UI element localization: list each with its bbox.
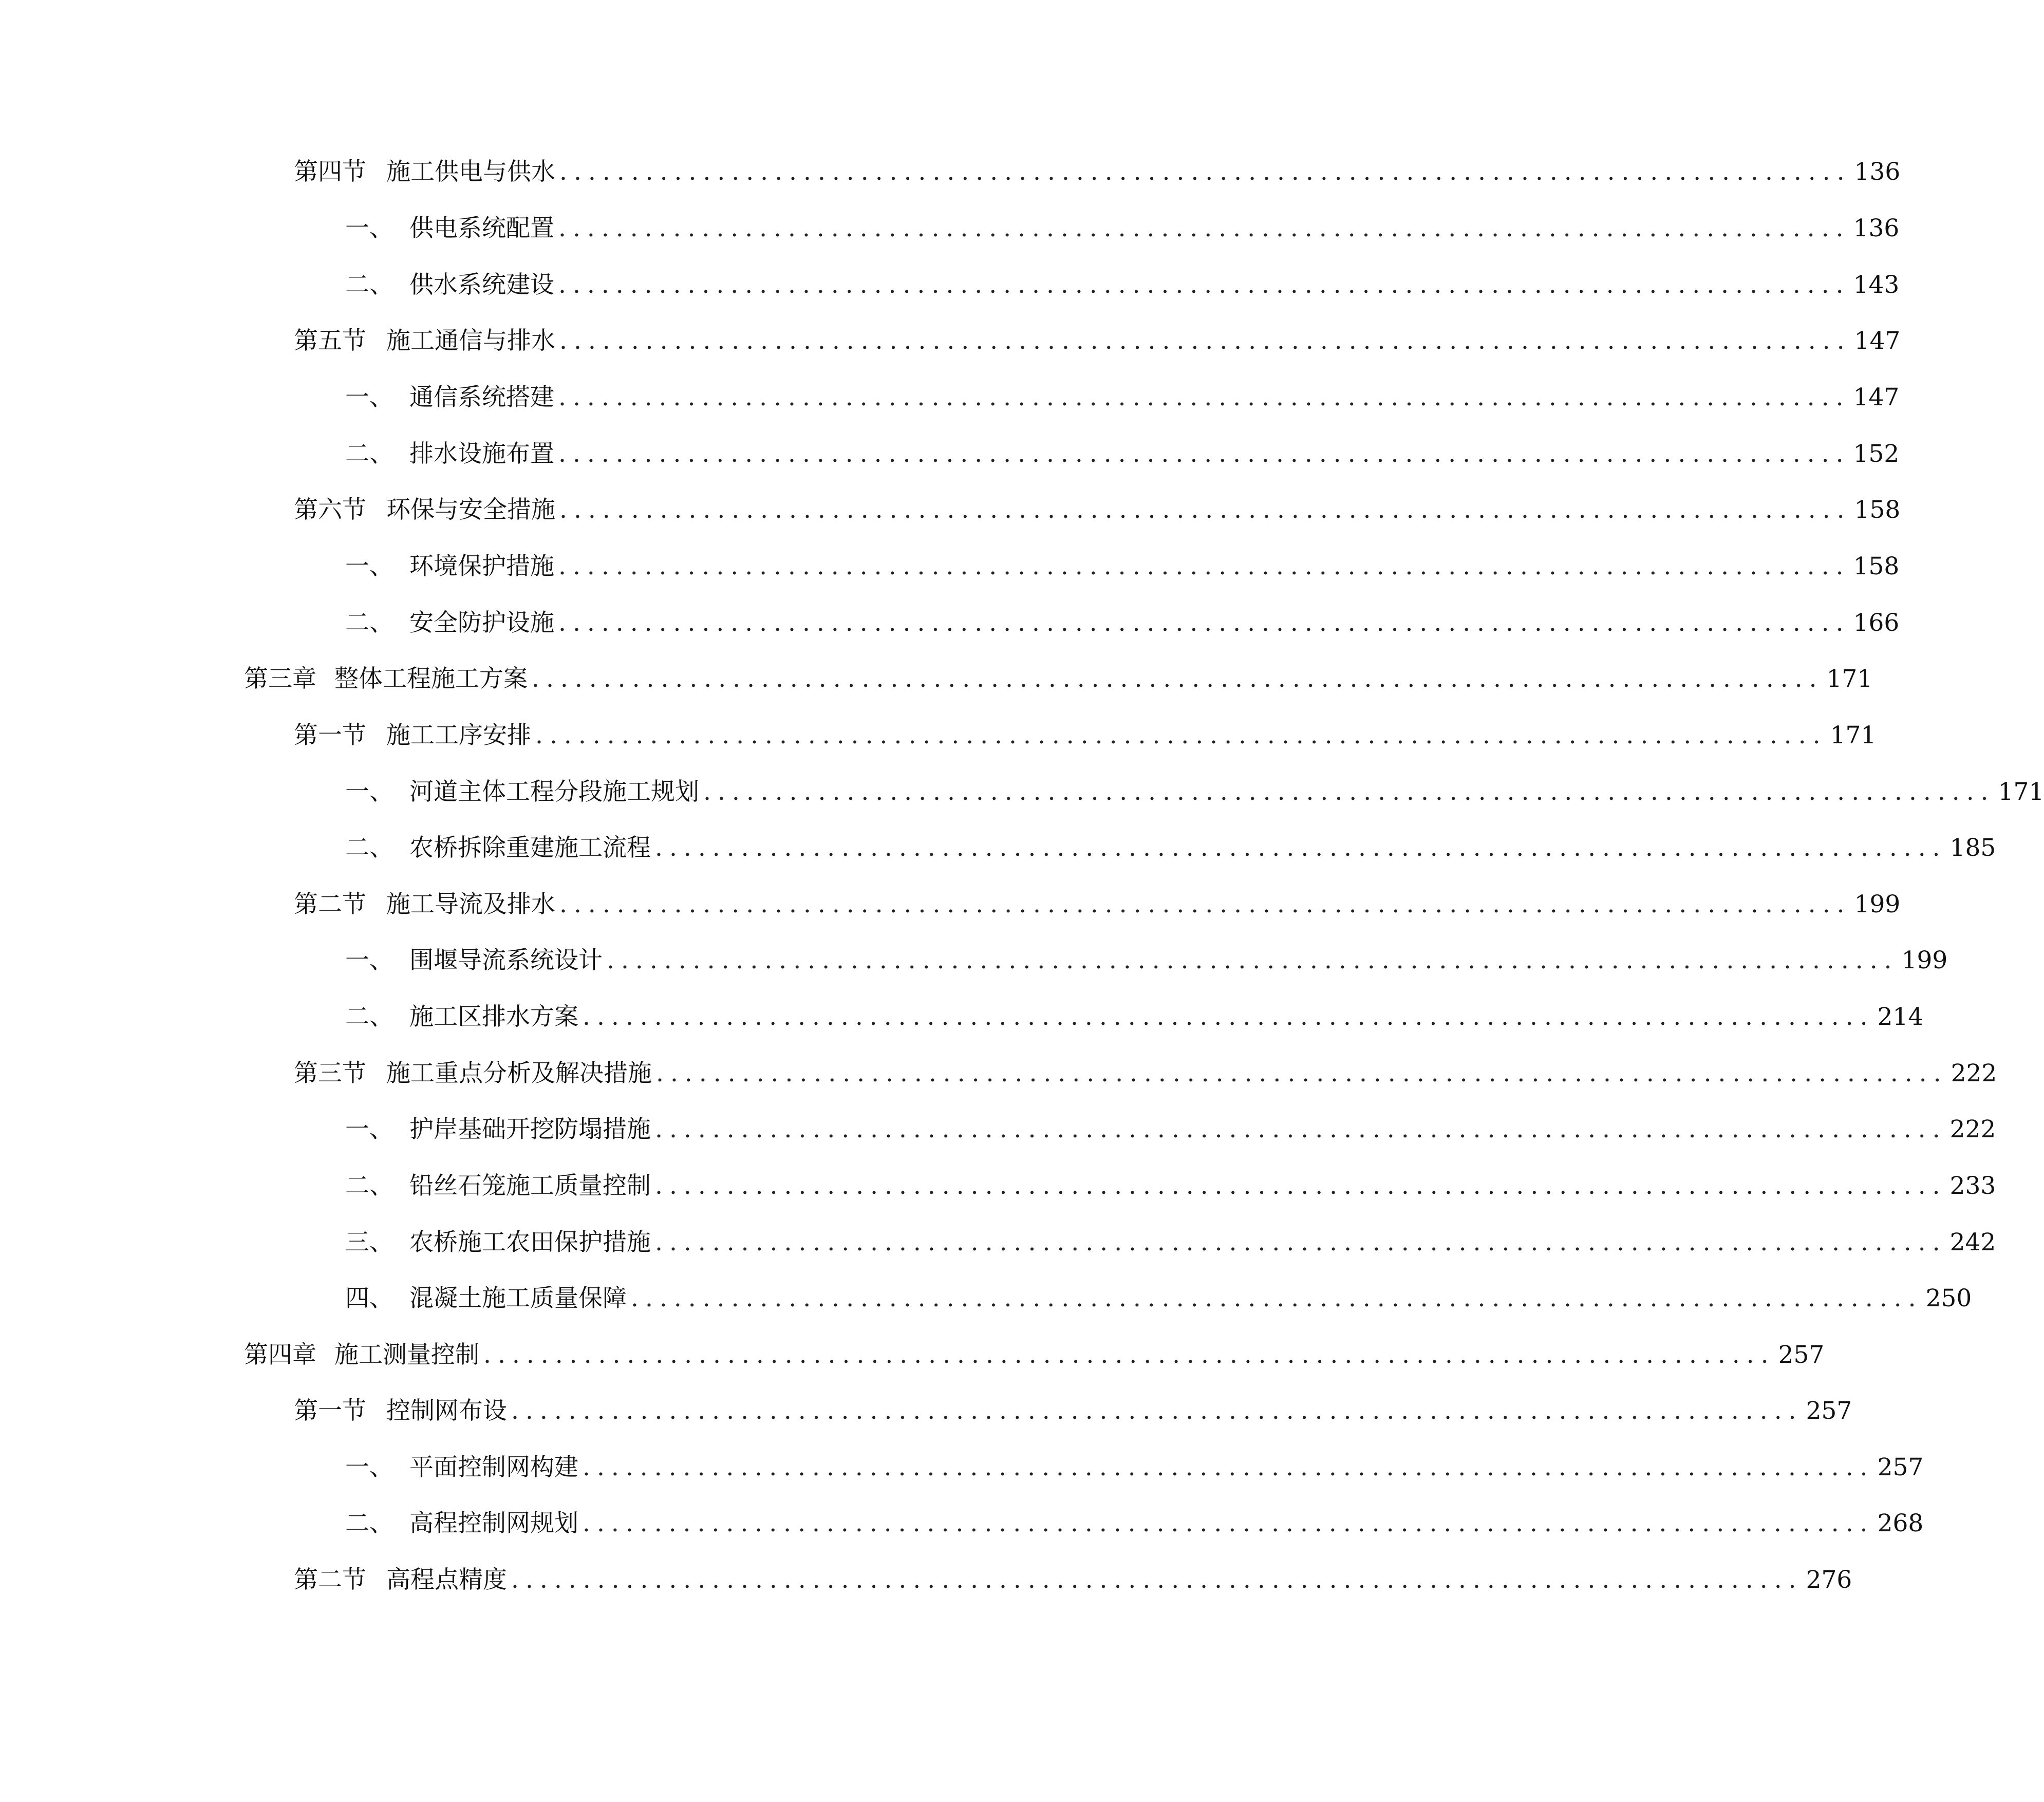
toc-dot-leader: .......................................................................................... [655,1172,1947,1200]
toc-page-number: 268 [1877,1509,1924,1537]
toc-dot-leader: .......................................................................................... [559,890,1851,918]
toc-entry-title: 供电系统配置 [409,214,554,242]
toc-entry-title: 通信系统搭建 [409,383,554,411]
toc-page-number: 171 [1826,665,1873,693]
toc-entry[interactable] [345,940,1948,981]
toc-dot-leader: .......................................................................................... [655,1228,1947,1256]
toc-dot-leader: .......................................................................................... [558,609,1850,637]
toc-entry-number: 二、 [345,440,393,468]
toc-dot-leader: .......................................................................................... [535,721,1827,749]
toc-entry-title: 河道主体工程分段施工规划 [409,778,699,806]
toc-entry-number: 四、 [345,1284,393,1312]
toc-dot-leader: .......................................................................................... [607,946,1899,974]
toc-page-number: 158 [1854,496,1901,524]
toc-dot-leader: .......................................................................................... [532,665,1824,693]
toc-entry-number: 第一节 [294,721,366,749]
toc-entry-number: 二、 [345,1003,393,1031]
toc-page-number: 257 [1778,1341,1825,1369]
toc-entry-title: 高程点精度 [386,1566,507,1594]
toc-entry-title: 护岸基础开挖防塌措施 [409,1115,651,1143]
toc-dot-leader: .......................................................................................... [703,778,1995,806]
toc-entry-title: 排水设施布置 [409,440,554,468]
toc-dot-leader: .......................................................................................... [558,214,1850,242]
toc-page-number: 199 [1854,890,1901,918]
toc-entry[interactable] [345,997,1924,1038]
toc-page-number: 136 [1853,214,1900,242]
toc-entry[interactable] [294,1391,1852,1432]
toc-dot-leader: .......................................................................................... [631,1284,1923,1312]
toc-entry[interactable] [345,772,2044,813]
toc-entry-title: 农桥施工农田保护措施 [409,1228,651,1256]
toc-entry[interactable] [345,1447,1924,1488]
toc-entry-number: 二、 [345,834,393,862]
toc-page-number: 242 [1949,1228,1996,1256]
toc-entry-title: 环保与安全措施 [386,496,555,524]
toc-entry[interactable] [345,1166,1996,1207]
toc-entry[interactable] [345,265,1900,306]
toc-dot-leader: .......................................................................................... [583,1453,1874,1481]
toc-entry[interactable] [244,659,1873,700]
toc-entry-number: 一、 [345,552,393,580]
toc-entry[interactable] [294,152,1901,193]
toc-dot-leader: .......................................................................................... [583,1003,1874,1031]
toc-page-number: 199 [1901,946,1948,974]
toc-entry-number: 二、 [345,1172,393,1200]
toc-entry[interactable] [345,828,1996,869]
toc-entry[interactable] [345,1278,1972,1319]
toc-dot-leader: .......................................................................................... [511,1397,1803,1425]
toc-page-number: 257 [1877,1453,1924,1481]
toc-entry-number: 一、 [345,214,393,242]
toc-dot-leader: .......................................................................................... [559,496,1851,524]
toc-entry[interactable] [345,208,1900,249]
toc-entry-number: 二、 [345,609,393,637]
toc-entry-number: 一、 [345,946,393,974]
toc-entry-number: 第四章 [244,1341,316,1369]
toc-page-number: 250 [1925,1284,1972,1312]
toc-page-number: 143 [1853,271,1900,299]
toc-entry-title: 围堰导流系统设计 [409,946,603,974]
toc-entry[interactable] [294,715,1877,756]
toc-page-number: 233 [1949,1172,1996,1200]
toc-dot-leader: .......................................................................................... [583,1509,1874,1537]
toc-entry-title: 铅丝石笼施工质量控制 [409,1172,651,1200]
toc-page-number: 171 [1998,778,2044,806]
toc-page-number: 171 [1830,721,1877,749]
toc-page-number: 136 [1854,158,1901,186]
toc-page-number: 147 [1854,327,1901,355]
toc-entry-title: 环境保护措施 [409,552,554,580]
toc-entry[interactable] [345,1222,1996,1263]
toc-entry-title: 施工重点分析及解决措施 [386,1059,652,1087]
toc-dot-leader: .......................................................................................... [559,327,1851,355]
toc-entry[interactable] [244,1335,1825,1376]
toc-entry[interactable] [345,1503,1924,1544]
toc-dot-leader: .......................................................................................... [656,1059,1948,1087]
toc-entry-number: 一、 [345,778,393,806]
toc-entry[interactable] [294,884,1901,925]
toc-entry-number: 第二节 [294,890,366,918]
toc-page-number: 185 [1949,834,1996,862]
toc-page-number: 257 [1806,1397,1852,1425]
toc-entry-number: 一、 [345,383,393,411]
toc-entry-number: 二、 [345,271,393,299]
toc-entry[interactable] [345,1109,1996,1150]
toc-entry-number: 第一节 [294,1397,366,1425]
toc-entry-title: 施工测量控制 [334,1341,479,1369]
toc-entry-number: 二、 [345,1509,393,1537]
toc-dot-leader: .......................................................................................... [558,552,1850,580]
toc-entry[interactable] [294,1053,1997,1094]
toc-entry-title: 混凝土施工质量保障 [409,1284,627,1312]
toc-dot-leader: .......................................................................................... [559,158,1851,186]
toc-entry-number: 一、 [345,1453,393,1481]
toc-entry[interactable] [345,434,1900,475]
toc-entry-title: 整体工程施工方案 [334,665,528,693]
toc-entry[interactable] [345,377,1900,418]
toc-entry-number: 第六节 [294,496,366,524]
toc-page-number: 214 [1877,1003,1924,1031]
toc-entry-title: 施工供电与供水 [386,158,555,186]
toc-page-number: 276 [1806,1566,1852,1594]
toc-entry-title: 农桥拆除重建施工流程 [409,834,651,862]
toc-entry-number: 第四节 [294,158,366,186]
toc-dot-leader: .......................................................................................... [558,440,1850,468]
toc-entry[interactable] [294,1560,1852,1601]
toc-dot-leader: .......................................................................................... [511,1566,1803,1594]
toc-entry-title: 施工通信与排水 [386,327,555,355]
toc-page-number: 222 [1951,1059,1997,1087]
toc-entry[interactable] [345,546,1900,587]
toc-entry-number: 三、 [345,1228,393,1256]
toc-entry-number: 第三节 [294,1059,366,1087]
toc-entry-title: 安全防护设施 [409,609,554,637]
toc-page-number: 166 [1853,609,1900,637]
toc-dot-leader: .......................................................................................... [558,383,1850,411]
toc-entry-title: 高程控制网规划 [409,1509,578,1537]
toc-entry-number: 第五节 [294,327,366,355]
toc-dot-leader: .......................................................................................... [655,834,1947,862]
toc-dot-leader: .......................................................................................... [483,1341,1775,1369]
toc-dot-leader: .......................................................................................... [558,271,1850,299]
toc-entry[interactable] [294,490,1901,531]
toc-entry-title: 施工导流及排水 [386,890,555,918]
toc-page-number: 222 [1949,1115,1996,1143]
toc-page-number: 147 [1853,383,1900,411]
toc-page-number: 158 [1853,552,1900,580]
toc-dot-leader: .......................................................................................... [655,1115,1947,1143]
toc-page-number: 152 [1853,440,1900,468]
toc-entry-number: 第三章 [244,665,316,693]
toc-entry-number: 第二节 [294,1566,366,1594]
toc-entry-title: 平面控制网构建 [409,1453,578,1481]
toc-entry-title: 施工工序安排 [386,721,531,749]
toc-entry-number: 一、 [345,1115,393,1143]
toc-entry[interactable] [294,321,1901,362]
toc-entry-title: 施工区排水方案 [409,1003,578,1031]
toc-entry[interactable] [345,603,1900,644]
toc-entry-title: 供水系统建设 [409,271,554,299]
toc-entry-title: 控制网布设 [386,1397,507,1425]
